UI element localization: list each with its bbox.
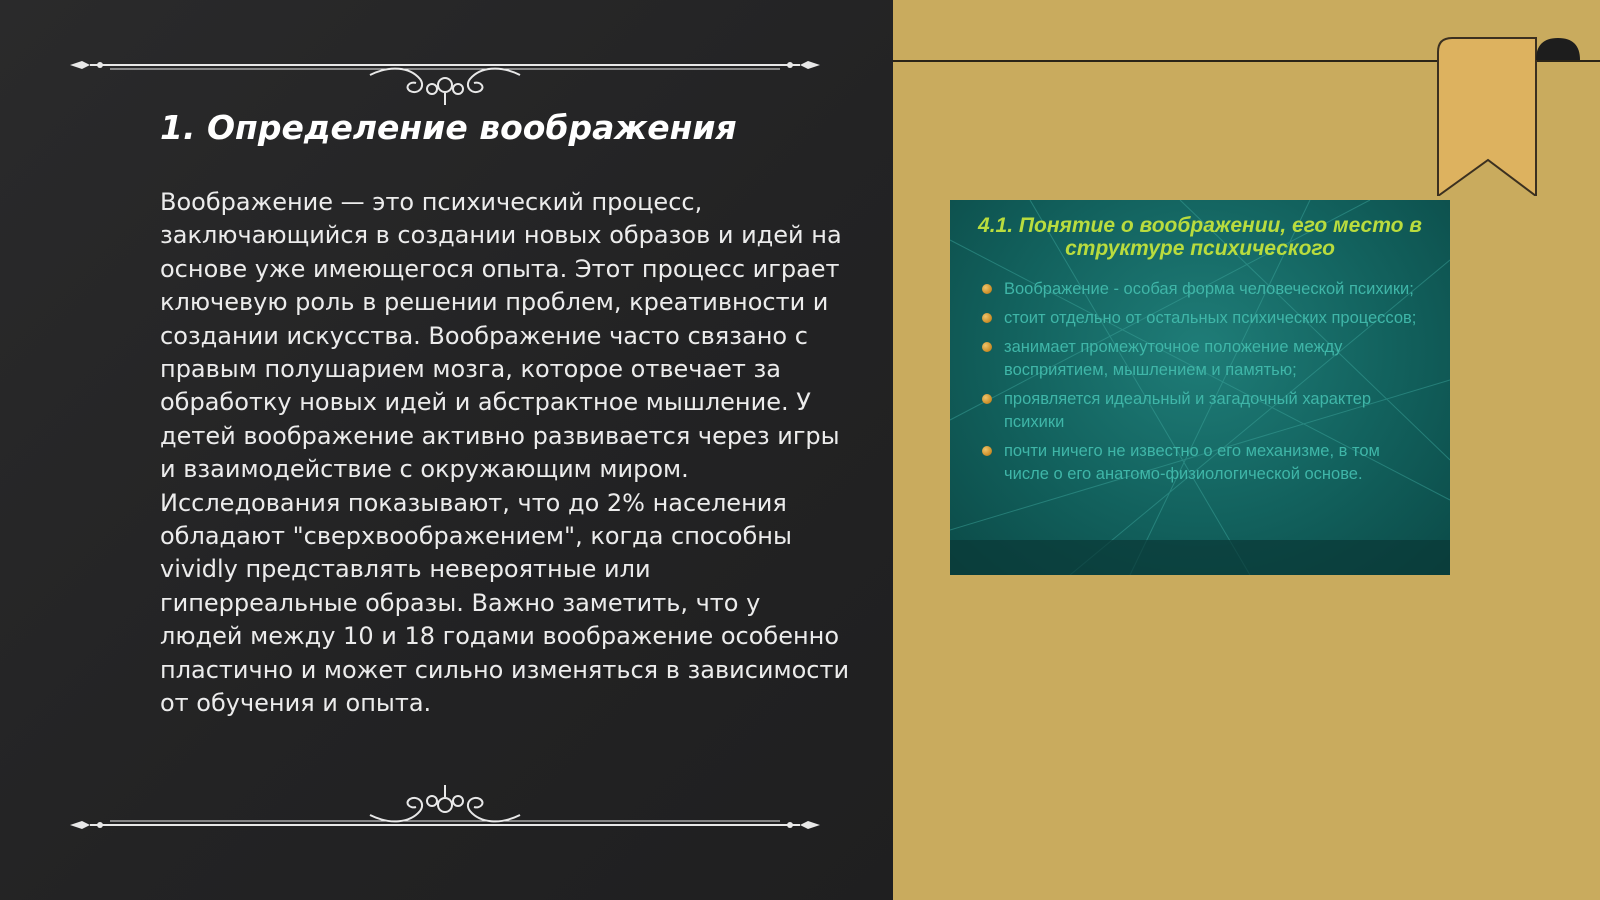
round-bullet-icon: [982, 284, 992, 294]
list-item-text: проявляется идеальный и загадочный характер психики: [1004, 390, 1372, 431]
flourish-divider-top-icon: [60, 45, 830, 105]
round-bullet-icon: [982, 446, 992, 456]
slide-title: 1. Определение воображения: [160, 108, 737, 147]
list-item: [982, 440, 1422, 486]
list-item-text: почти ничего не известно о его механизме, в том числе о его анатомо-физиологической основе.: [1004, 442, 1380, 483]
embedded-slide-image: [950, 200, 1450, 575]
list-item: [982, 307, 1422, 330]
flourish-divider-bottom-icon: [60, 770, 830, 830]
list-item-text: занимает промежуточное положение между восприятием, мышлением и памятью;: [1004, 338, 1343, 379]
round-bullet-icon: [982, 394, 992, 404]
list-item-text: Воображение - особая форма человеческой психики;: [1004, 280, 1414, 298]
list-item: [982, 278, 1422, 301]
ribbon-bookmark-icon: [1436, 36, 1586, 196]
embedded-slide-title: 4.1. Понятие о воображении, его место в структуре психического: [978, 214, 1422, 260]
embedded-slide-list: [982, 278, 1422, 492]
round-bullet-icon: [982, 342, 992, 352]
round-bullet-icon: [982, 313, 992, 323]
slide-body-text: Воображение — это психический процесс, заключающийся в создании новых образов и идей на основе уже имеющегося опыта. Этот процесс играет ключевую роль в решении проблем, креативности и создании искусства. Воображение часто связано с правым полушарием мозга, которое отвечает за обработку новых идей и абстрактное мышление. У детей воображение активно развивается через игры и взаимодействие с окружающим миром. Исследования показывают, что до 2% населения обладают "сверхвоображением", когда способны vividly представлять невероятные или гиперреальные образы. Важно заметить, что у людей между 10 и 18 годами воображение особенно пластично и может сильно изменяться в зависимости от обучения и опыта.: [160, 188, 850, 718]
list-item: [982, 388, 1422, 434]
list-item-text: стоит отдельно от остальных психических процессов;: [1004, 309, 1417, 327]
list-item: [982, 336, 1422, 382]
